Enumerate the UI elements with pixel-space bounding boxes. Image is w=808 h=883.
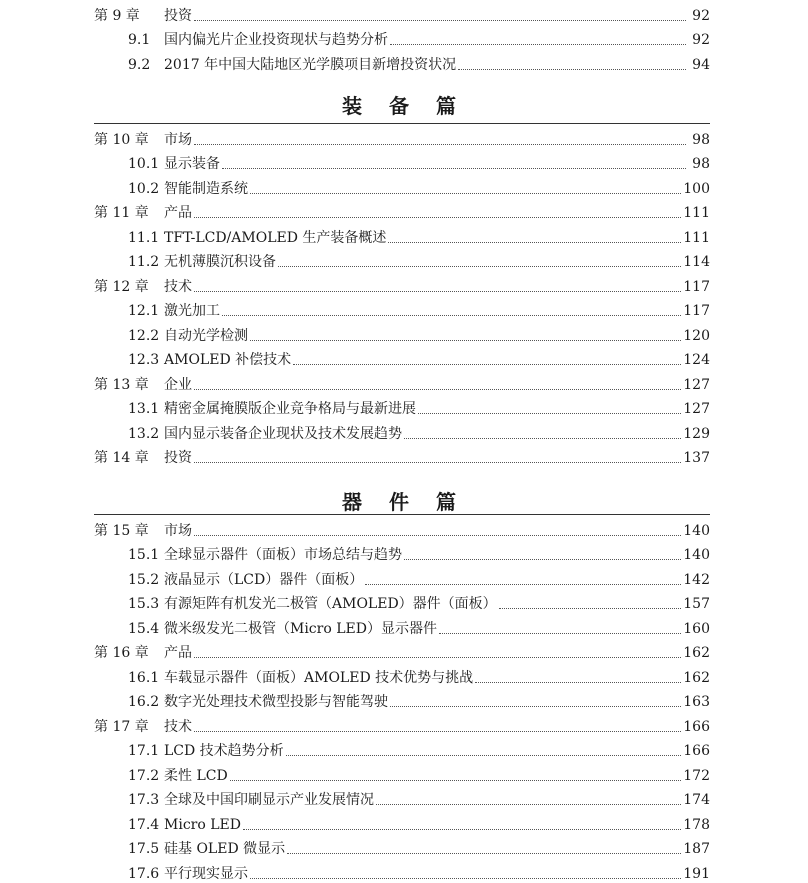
toc-section-entry[interactable]	[94, 589, 710, 614]
entry-page-number: 94	[692, 56, 710, 73]
dot-leader	[376, 804, 681, 805]
entry-title: 技术	[164, 278, 192, 295]
dot-leader	[287, 853, 681, 854]
entry-number: 15.3	[128, 596, 160, 612]
dot-leader	[222, 168, 686, 169]
dot-leader	[499, 608, 682, 609]
entry-title: TFT-LCD/AMOLED 生产装备概述	[164, 229, 387, 246]
toc-section-entry[interactable]	[94, 662, 710, 687]
toc-section-entry[interactable]	[94, 687, 710, 712]
entry-title: 车载显示器件（面板）AMOLED 技术优势与挑战	[164, 669, 474, 686]
entry-number: 第 9 章	[94, 7, 140, 24]
entry-number: 9.2	[128, 56, 151, 73]
entry-page-number: 166	[683, 743, 710, 759]
toc-section-entry[interactable]	[94, 49, 710, 74]
toc-section-entry[interactable]	[94, 785, 710, 810]
dot-leader	[194, 291, 681, 292]
entry-title: Micro LED	[164, 816, 241, 833]
toc-chapter-entry[interactable]	[94, 0, 710, 25]
entry-page-number: 174	[683, 792, 710, 808]
entry-title: 无机薄膜沉积设备	[164, 254, 276, 270]
dot-leader	[278, 266, 681, 267]
entry-number: 第 12 章	[94, 278, 149, 295]
toc-chapter-entry[interactable]	[94, 638, 710, 663]
entry-page-number: 120	[683, 327, 710, 344]
toc-section-entry[interactable]	[94, 149, 710, 174]
entry-page-number: 137	[683, 450, 710, 466]
dot-leader	[250, 193, 681, 194]
toc-section-entry[interactable]	[94, 809, 710, 834]
entry-number: 9.1	[128, 32, 151, 48]
toc-chapter-entry[interactable]	[94, 124, 710, 149]
entry-number: 17.5	[128, 841, 160, 857]
dot-leader	[194, 731, 681, 732]
dot-leader	[458, 69, 686, 70]
entry-page-number: 142	[683, 571, 710, 588]
entry-number: 17.4	[128, 816, 160, 833]
entry-page-number: 166	[683, 718, 710, 735]
entry-number: 第 13 章	[94, 376, 149, 393]
dot-leader	[194, 389, 681, 390]
entry-title: 硅基 OLED 微显示	[164, 841, 286, 857]
toc-chapter-entry[interactable]	[94, 369, 710, 394]
dot-leader	[404, 438, 681, 439]
entry-title: 液晶显示（LCD）器件（面板）	[164, 571, 364, 588]
entry-number: 16.2	[128, 694, 160, 710]
dot-leader	[250, 878, 681, 879]
dot-leader	[194, 20, 686, 21]
toc-section-entry[interactable]	[94, 394, 710, 419]
entry-page-number: 92	[692, 7, 710, 24]
entry-number: 第 14 章	[94, 450, 149, 466]
entry-title: 技术	[164, 718, 192, 735]
toc-section-entry[interactable]	[94, 564, 710, 589]
entry-number: 16.1	[128, 669, 160, 686]
entry-title: 市场	[164, 131, 192, 148]
entry-page-number: 187	[683, 841, 710, 857]
toc-section-entry[interactable]	[94, 736, 710, 761]
dot-leader	[250, 340, 681, 341]
entry-page-number: 140	[683, 547, 710, 563]
toc-section-entry[interactable]	[94, 222, 710, 247]
entry-page-number: 117	[683, 303, 710, 319]
toc-section-entry[interactable]	[94, 760, 710, 785]
entry-title: 国内偏光片企业投资现状与趋势分析	[164, 32, 388, 48]
toc-section-entry[interactable]	[94, 296, 710, 321]
entry-number: 第 17 章	[94, 718, 149, 735]
dot-leader	[365, 584, 681, 585]
entry-title: 市场	[164, 522, 192, 539]
entry-page-number: 127	[683, 401, 710, 417]
entry-page-number: 129	[683, 425, 710, 442]
toc-section-entry[interactable]	[94, 345, 710, 370]
entry-page-number: 157	[683, 596, 710, 612]
entry-page-number: 163	[683, 694, 710, 710]
entry-number: 10.1	[128, 156, 160, 172]
toc-section-entry[interactable]	[94, 25, 710, 50]
toc-chapter-entry[interactable]	[94, 198, 710, 223]
toc-top-section	[94, 0, 710, 74]
dot-leader	[388, 242, 681, 243]
entry-number: 17.3	[128, 792, 160, 808]
entry-number: 17.2	[128, 767, 160, 784]
part-title-devices: 器 件 篇	[342, 490, 466, 514]
entry-title: 产品	[164, 205, 192, 221]
entry-page-number: 178	[683, 816, 710, 833]
entry-page-number: 124	[683, 352, 710, 368]
entry-page-number: 111	[683, 229, 710, 246]
entry-number: 12.3	[128, 352, 160, 368]
toc-section-entry[interactable]	[94, 320, 710, 345]
entry-number: 第 15 章	[94, 522, 149, 539]
entry-title: 2017 年中国大陆地区光学膜项目新增投资状况	[164, 56, 457, 73]
entry-page-number: 191	[683, 865, 710, 882]
entry-title: 柔性 LCD	[164, 767, 228, 784]
dot-leader	[475, 682, 681, 683]
entry-number: 第 16 章	[94, 645, 149, 661]
entry-page-number: 162	[683, 669, 710, 686]
toc-devices-section	[94, 514, 710, 883]
dot-leader	[418, 413, 681, 414]
entry-number: 10.2	[128, 180, 160, 197]
entry-title: 国内显示装备企业现状及技术发展趋势	[164, 425, 402, 442]
entry-title: LCD 技术趋势分析	[164, 743, 284, 759]
entry-page-number: 100	[683, 180, 710, 197]
entry-page-number: 140	[683, 522, 710, 539]
entry-title: 平行现实显示	[164, 865, 248, 882]
entry-page-number: 92	[692, 32, 710, 48]
entry-number: 12.1	[128, 303, 160, 319]
dot-leader	[286, 755, 682, 756]
dot-leader	[293, 364, 681, 365]
entry-title: AMOLED 补偿技术	[164, 352, 292, 368]
entry-number: 17.1	[128, 743, 160, 759]
toc-section-entry[interactable]	[94, 418, 710, 443]
dot-leader	[390, 44, 686, 45]
entry-title: 数字光处理技术微型投影与智能驾驶	[164, 694, 388, 710]
entry-number: 15.4	[128, 620, 160, 637]
toc-section-entry[interactable]	[94, 613, 710, 638]
toc-chapter-entry[interactable]	[94, 271, 710, 296]
entry-number: 17.6	[128, 865, 160, 882]
entry-title: 产品	[164, 645, 192, 661]
entry-page-number: 98	[692, 131, 710, 148]
dot-leader	[243, 829, 681, 830]
entry-page-number: 111	[683, 205, 710, 221]
entry-number: 第 10 章	[94, 131, 149, 148]
entry-title: 智能制造系统	[164, 180, 248, 197]
toc-chapter-entry[interactable]	[94, 711, 710, 736]
entry-title: 自动光学检测	[164, 327, 248, 344]
entry-number: 12.2	[128, 327, 160, 344]
dot-leader	[194, 535, 681, 536]
dot-leader	[194, 217, 681, 218]
entry-title: 全球及中国印刷显示产业发展情况	[164, 792, 374, 808]
part-title-equipment: 装 备 篇	[342, 94, 466, 118]
dot-leader	[230, 780, 682, 781]
entry-number: 15.1	[128, 547, 160, 563]
entry-title: 投资	[164, 7, 192, 24]
entry-title: 精密金属掩膜版企业竞争格局与最新进展	[164, 401, 416, 417]
entry-page-number: 172	[683, 767, 710, 784]
entry-title: 显示装备	[164, 156, 220, 172]
toc-section-entry[interactable]	[94, 173, 710, 198]
entry-page-number: 117	[683, 278, 710, 295]
entry-page-number: 98	[692, 156, 710, 172]
toc-section-entry[interactable]	[94, 247, 710, 272]
entry-page-number: 127	[683, 376, 710, 393]
toc-chapter-entry[interactable]	[94, 443, 710, 468]
dot-leader	[390, 706, 681, 707]
dot-leader	[404, 559, 681, 560]
entry-number: 15.2	[128, 571, 160, 588]
dot-leader	[194, 657, 681, 658]
toc-section-entry[interactable]	[94, 834, 710, 859]
entry-title: 微米级发光二极管（Micro LED）显示器件	[164, 620, 437, 637]
toc-chapter-entry[interactable]	[94, 515, 710, 540]
dot-leader	[439, 633, 681, 634]
entry-title: 企业	[164, 376, 192, 393]
entry-number: 13.2	[128, 425, 160, 442]
entry-title: 全球显示器件（面板）市场总结与趋势	[164, 547, 402, 563]
entry-title: 有源矩阵有机发光二极管（AMOLED）器件（面板）	[164, 596, 497, 612]
toc-section-entry[interactable]	[94, 540, 710, 565]
entry-title: 激光加工	[164, 303, 220, 319]
entry-page-number: 114	[683, 254, 710, 270]
dot-leader	[222, 315, 681, 316]
entry-title: 投资	[164, 450, 192, 466]
entry-number: 13.1	[128, 401, 160, 417]
entry-number: 11.2	[128, 254, 160, 270]
toc-equipment-section	[94, 123, 710, 467]
dot-leader	[194, 462, 681, 463]
dot-leader	[194, 144, 686, 145]
entry-number: 11.1	[128, 229, 160, 246]
entry-page-number: 160	[683, 620, 710, 637]
entry-number: 第 11 章	[94, 205, 149, 221]
entry-page-number: 162	[683, 645, 710, 661]
